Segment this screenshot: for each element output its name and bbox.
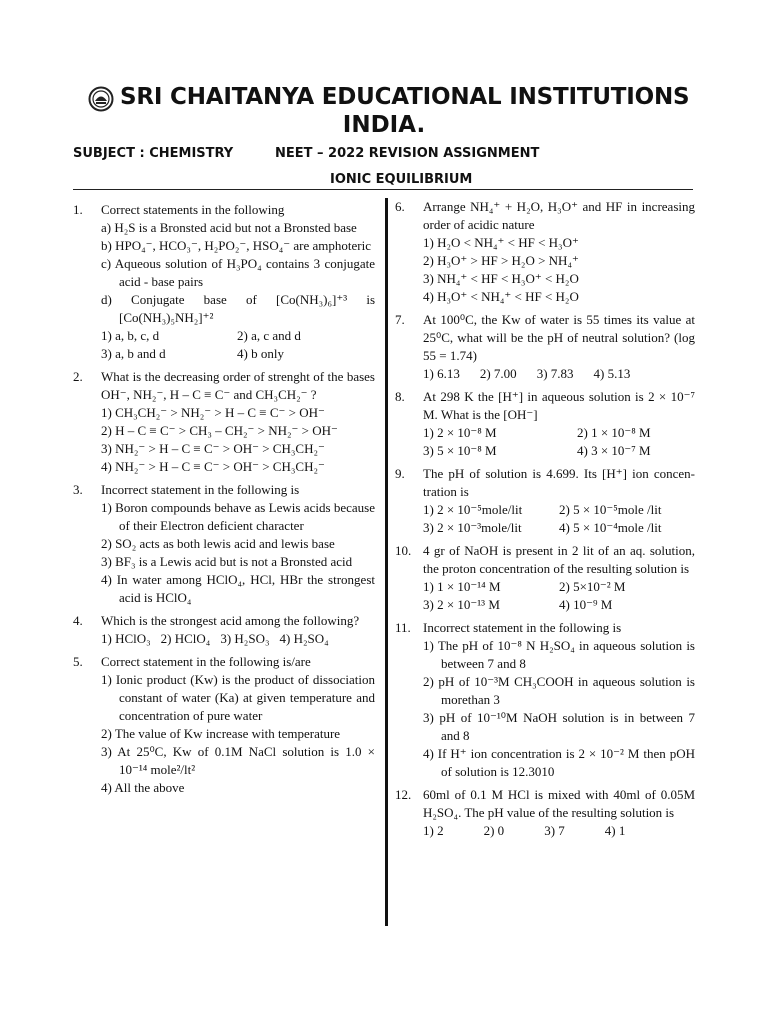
option-2: 2) The value of Kw increase with temperature xyxy=(101,726,341,741)
option-1: 1) CH₃CH₂⁻ > NH₂⁻ > H – C ≡ C⁻ > OH⁻ xyxy=(101,405,325,420)
question-9: 9. The pH of solution is 4.699. Its [H⁺] ion concen-tration is 1) 2 × 10⁻⁵mole/lit 2) 5 × 10⁻⁵mole /lit 3) 2 × 10⁻³mole/lit 4) 5 × 10⁻⁴mole /lit xyxy=(395,466,695,535)
option-4: 4) 10⁻⁹ M xyxy=(559,597,613,612)
option-2: 2) H₃O⁺ > HF > H₂O > NH₄⁺ xyxy=(423,253,579,268)
option-3: 3) a, b and d xyxy=(101,346,166,361)
option-1: 1) 6.13 xyxy=(423,366,460,381)
statement-a: a) H₂S is a Bronsted acid but not a Bronsted base xyxy=(101,220,357,235)
options xyxy=(101,630,375,648)
option-4: 4) H₂SO₄ xyxy=(279,631,329,646)
option-1: 1) 1 × 10⁻¹⁴ M xyxy=(423,579,501,594)
question-text: At 100⁰C, the Kw of water is 55 times its value at 25⁰C, what will be the pH of neutral solution? (log 55 = 1.74) xyxy=(423,312,695,363)
question-text: What is the decreasing order of strenght of the bases OH⁻, NH₂⁻, H – C ≡ C⁻ and CH₃CH₂⁻ ? xyxy=(101,369,375,402)
options xyxy=(423,424,695,460)
statement-d: d) Conjugate base of [Co(NH₃)₆]⁺³ is [Co(NH₃)₅NH₂]⁺² xyxy=(101,292,375,325)
left-column xyxy=(73,201,375,802)
question-text: At 298 K the [H⁺] in aqueous solution is 2 × 10⁻⁷ M. What is the [OH⁻] xyxy=(423,389,695,422)
statement-c: c) Aqueous solution of H₃PO₄ contains 3 conjugate acid - base pairs xyxy=(101,256,375,289)
question-6: 6. Arrange NH₄⁺ + H₂O, H₃O⁺ and HF in increasing order of acidic nature 1) H₂O < NH₄⁺ < HF < H₃O⁺ 2) H₃O⁺ > HF > H₂O > NH₄⁺ 3) NH₄⁺ < HF < H₃O⁺ < H₂O 4) H₃O⁺ < NH₄⁺ < HF < H₂O xyxy=(395,199,695,304)
option-4: 4) 5 × 10⁻⁴mole /lit xyxy=(559,520,662,535)
option-3: 3) BF₃ is a Lewis acid but is not a Bronsted acid xyxy=(101,554,353,569)
option-1: 1) 2 × 10⁻⁸ M xyxy=(423,425,497,440)
option-3: 3) pH of 10⁻¹⁰M NaOH solution is in between 7 and 8 xyxy=(423,710,695,743)
right-column xyxy=(395,198,695,845)
option-4: 4) H₃O⁺ < NH₄⁺ < HF < H₂O xyxy=(423,289,579,304)
question-5: 5. Correct statement in the following is/are 1) Ionic product (Kw) is the product of dissociation constant of water (Ka) at given temperature and concentration of pure water 2) The value of Kw increase with temperature 3) At 25⁰C, Kw of 0.1M NaCl solution is 1.0 × 10⁻¹⁴ mole²/lt² 4) All the above xyxy=(73,654,375,795)
options xyxy=(101,327,375,363)
question-12: 12. 60ml of 0.1 M HCl is mixed with 40ml of 0.05M H₂SO₄. The pH value of the resulting solution is 1) 2 2) 0 3) 7 4) 1 xyxy=(395,787,695,838)
option-2: 2) 5×10⁻² M xyxy=(559,579,626,594)
assignment-title: NEET – 2022 REVISION ASSIGNMENT xyxy=(275,146,540,161)
question-11: 11. Incorrect statement in the following is 1) The pH of 10⁻⁸ N H₂SO₄ in aqueous solution is between 7 and 8 2) pH of 10⁻³M CH₃COOH in aqueous solution is morethan 3 3) pH of 10⁻¹⁰M NaOH solution is in between 7 and 8 4) If H⁺ ion concentration is 2 × 10⁻² M then pOH of solution is 12.3010 xyxy=(395,620,695,779)
option-4: 4) 5.13 xyxy=(593,366,631,381)
option-4: 4) 1 xyxy=(604,823,626,838)
question-8: 8. At 298 K the [H⁺] in aqueous solution is 2 × 10⁻⁷ M. What is the [OH⁻] 1) 2 × 10⁻⁸ M 2) 1 × 10⁻⁸ M 3) 5 × 10⁻⁸ M 4) 3 × 10⁻⁷ M xyxy=(395,389,695,458)
institution-name: SRI CHAITANYA EDUCATIONAL INSTITUTIONS xyxy=(120,84,690,110)
question-text: Correct statements in the following xyxy=(101,202,285,217)
question-10: 10. 4 gr of NaOH is present in 2 lit of an aq. solution, the proton concentration of the resulting solution is 1) 1 × 10⁻¹⁴ M 2) 5×10⁻² M 3) 2 × 10⁻¹³ M 4) 10⁻⁹ M xyxy=(395,543,695,612)
option-4: 4) NH₂⁻ > H – C ≡ C⁻ > OH⁻ > CH₃CH₂⁻ xyxy=(101,459,325,474)
question-7: 7. At 100⁰C, the Kw of water is 55 times its value at 25⁰C, what will be the pH of neutral solution? (log 55 = 1.74) 1) 6.13 2) 7.00 3) 7.83 4) 5.13 xyxy=(395,312,695,381)
option-4: 4) All the above xyxy=(101,780,185,795)
question-text: 60ml of 0.1 M HCl is mixed with 40ml of 0.05M H₂SO₄. The pH value of the resulting solution is xyxy=(423,787,695,820)
option-3: 3) At 25⁰C, Kw of 0.1M NaCl solution is 1.0 × 10⁻¹⁴ mole²/lt² xyxy=(101,744,375,777)
option-1: 1) a, b, c, d xyxy=(101,328,160,343)
option-4: 4) b only xyxy=(237,346,284,361)
option-3: 3) 2 × 10⁻¹³ M xyxy=(423,597,500,612)
option-2: 2) SO₂ acts as both lewis acid and lewis base xyxy=(101,536,335,551)
option-3: 3) 2 × 10⁻³mole/lit xyxy=(423,520,522,535)
option-3: 3) NH₄⁺ < HF < H₃O⁺ < H₂O xyxy=(423,271,579,286)
options xyxy=(423,365,695,383)
option-3: 3) 5 × 10⁻⁸ M xyxy=(423,443,497,458)
question-1: 1. Correct statements in the following a) H₂S is a Bronsted acid but not a Bronsted base b) HPO₄⁻, HCO₃⁻, H₂PO₂⁻, HSO₄⁻ are amphoteric c) Aqueous solution of H₃PO₄ contains 3 conjugate acid - base pairs d) Conjugate base of [Co(NH₃)₆]⁺³ is [Co(NH₃)₅NH₂]⁺² 1) a, b, c, d 2) a, c and d 3) a, b and d 4) b only xyxy=(73,202,375,361)
option-2: 2) HClO₄ xyxy=(160,631,211,646)
option-2: 2) a, c and d xyxy=(237,328,301,343)
question-text: Which is the strongest acid among the following? xyxy=(101,613,360,628)
option-3: 3) 7.83 xyxy=(536,366,574,381)
subject-label: SUBJECT : CHEMISTRY xyxy=(73,146,234,161)
question-text: The pH of solution is 4.699. Its [H⁺] ion concen-tration is xyxy=(423,466,695,499)
option-1: 1) HClO₃ xyxy=(101,631,151,646)
option-1: 1) Ionic product (Kw) is the product of dissociation constant of water (Ka) at given temperature and concentration of pure water xyxy=(101,672,375,723)
option-2: 2) pH of 10⁻³M CH₃COOH in aqueous solution is morethan 3 xyxy=(423,674,695,707)
option-4: 4) If H⁺ ion concentration is 2 × 10⁻² M then pOH of solution is 12.3010 xyxy=(423,746,695,779)
option-3: 3) 7 xyxy=(544,823,565,838)
option-1: 1) 2 xyxy=(423,823,444,838)
statement-b: b) HPO₄⁻, HCO₃⁻, H₂PO₂⁻, HSO₄⁻ are amphoteric xyxy=(101,238,371,253)
question-2: 2. What is the decreasing order of strenght of the bases OH⁻, NH₂⁻, H – C ≡ C⁻ and CH₃CH₂⁻ ? 1) CH₃CH₂⁻ > NH₂⁻ > H – C ≡ C⁻ > OH⁻ 2) H – C ≡ C⁻ > CH₃ – CH₂⁻ > NH₂⁻ > OH⁻ 3) NH₂⁻ > H – C ≡ C⁻ > OH⁻ > CH₃CH₂⁻ 4) NH₂⁻ > H – C ≡ C⁻ > OH⁻ > CH₃CH₂⁻ xyxy=(73,369,375,474)
question-text: Correct statement in the following is/are xyxy=(101,654,311,669)
option-2: 2) H – C ≡ C⁻ > CH₃ – CH₂⁻ > NH₂⁻ > OH⁻ xyxy=(101,423,338,438)
option-1: 1) Boron compounds behave as Lewis acids because of their Electron deficient character xyxy=(101,500,375,533)
option-2: 2) 5 × 10⁻⁵mole /lit xyxy=(559,502,662,517)
question-text: Arrange NH₄⁺ + H₂O, H₃O⁺ and HF in increasing order of acidic nature xyxy=(423,199,695,232)
option-1: 1) 2 × 10⁻⁵mole/lit xyxy=(423,502,523,517)
option-3: 3) H₂SO₃ xyxy=(220,631,270,646)
option-4: 4) In water among HClO₄, HCl, HBr the strongest acid is HClO₄ xyxy=(101,572,375,605)
institution-country: INDIA. xyxy=(342,112,426,138)
options xyxy=(423,822,695,840)
institution-logo-icon xyxy=(88,86,114,112)
header-rule xyxy=(73,189,693,190)
question-text: Incorrect statement in the following is xyxy=(423,620,622,635)
option-1: 1) H₂O < NH₄⁺ < HF < H₃O⁺ xyxy=(423,235,579,250)
question-4: 4. Which is the strongest acid among the following? 1) HClO₃ 2) HClO₄ 3) H₂SO₃ 4) H₂SO₄ xyxy=(73,612,375,648)
options xyxy=(423,501,695,537)
option-4: 4) 3 × 10⁻⁷ M xyxy=(577,443,651,458)
option-3: 3) NH₂⁻ > H – C ≡ C⁻ > OH⁻ > CH₃CH₂⁻ xyxy=(101,441,325,456)
options xyxy=(423,578,695,614)
topic-title: IONIC EQUILIBRIUM xyxy=(330,172,473,187)
option-1: 1) The pH of 10⁻⁸ N H₂SO₄ in aqueous solution is between 7 and 8 xyxy=(423,638,695,671)
option-2: 2) 1 × 10⁻⁸ M xyxy=(577,425,651,440)
option-2: 2) 7.00 xyxy=(479,366,517,381)
question-3: 3. Incorrect statement in the following is 1) Boron compounds behave as Lewis acids because of their Electron deficient character 2) SO₂ acts as both lewis acid and lewis base 3) BF₃ is a Lewis acid but is not a Bronsted acid 4) In water among HClO₄, HCl, HBr the strongest acid is HClO₄ xyxy=(73,482,375,605)
column-divider xyxy=(385,198,388,926)
option-2: 2) 0 xyxy=(483,823,505,838)
question-text: 4 gr of NaOH is present in 2 lit of an aq. solution, the proton concentration of the resulting solution is xyxy=(423,543,695,576)
question-text: Incorrect statement in the following is xyxy=(101,482,300,497)
